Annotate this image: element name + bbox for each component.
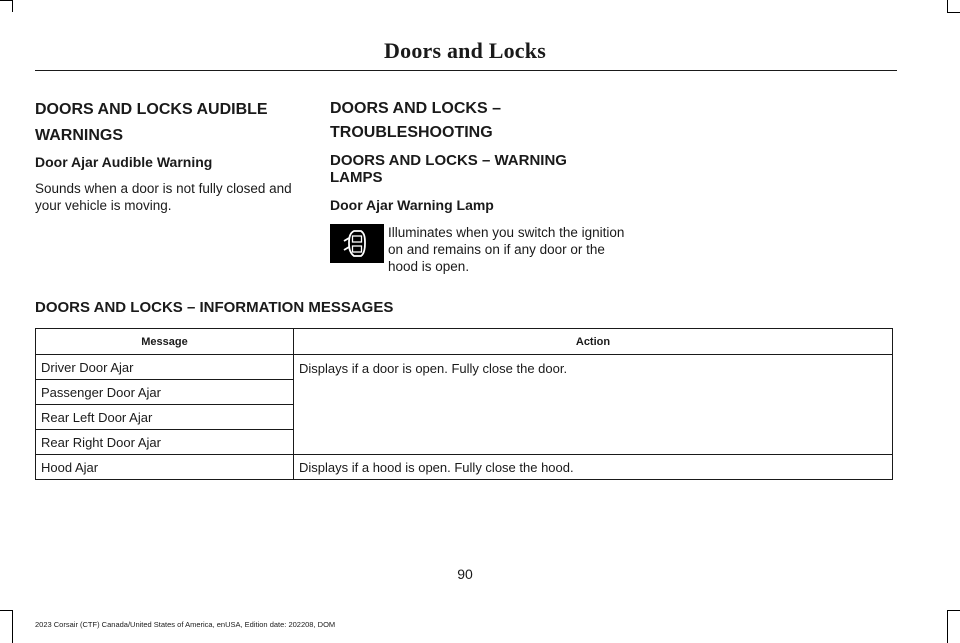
- page-number: 90: [457, 566, 473, 582]
- left-column: [35, 97, 305, 214]
- crop-mark: [0, 610, 12, 611]
- audible-warning-text: Sounds when a door is not fully closed and your vehicle is moving.: [35, 181, 292, 213]
- crop-mark: [947, 610, 960, 611]
- lamp-description: Illuminates when you switch the ignition on and remains on if any door or the hood is open.: [388, 225, 625, 274]
- crop-mark: [0, 0, 12, 1]
- crop-mark: [12, 610, 13, 643]
- footer-edition-info: 2023 Corsair (CTF) Canada/United States of America, enUSA, Edition date: 202208, DOM: [35, 620, 336, 629]
- table-cell-message: Passenger Door Ajar: [36, 380, 294, 405]
- crop-mark: [12, 0, 13, 12]
- table-cell-message: Hood Ajar: [36, 455, 294, 480]
- section-title-information-messages: DOORS AND LOCKS – INFORMATION MESSAGES: [35, 299, 394, 316]
- table-cell-message: Rear Left Door Ajar: [36, 405, 294, 430]
- right-column: [330, 97, 625, 284]
- column-header-action: Action: [294, 329, 893, 355]
- crop-mark: [947, 12, 960, 13]
- table-cell-message: Rear Right Door Ajar: [36, 430, 294, 455]
- subheading-door-ajar-audible: Door Ajar Audible Warning: [35, 154, 213, 170]
- section-title-audible-warnings: DOORS AND LOCKS AUDIBLE WARNINGS: [35, 101, 268, 144]
- information-messages-table: [35, 328, 893, 480]
- door-ajar-icon: [330, 224, 384, 263]
- lamp-row: [330, 224, 625, 284]
- column-header-message: Message: [36, 329, 294, 355]
- section-title-troubleshooting: DOORS AND LOCKS – TROUBLESHOOTING: [330, 100, 501, 141]
- section-title-warning-lamps: DOORS AND LOCKS – WARNING LAMPS: [330, 152, 567, 186]
- table-cell-action: Displays if a hood is open. Fully close the hood.: [294, 455, 893, 480]
- header-divider: [35, 70, 897, 71]
- page-title: Doors and Locks: [384, 38, 546, 63]
- subheading-door-ajar-lamp: Door Ajar Warning Lamp: [330, 197, 494, 213]
- crop-mark: [947, 610, 948, 643]
- crop-mark: [947, 0, 948, 12]
- table-cell-action: Displays if a door is open. Fully close the door.: [294, 355, 893, 455]
- table-cell-message: Driver Door Ajar: [36, 355, 294, 380]
